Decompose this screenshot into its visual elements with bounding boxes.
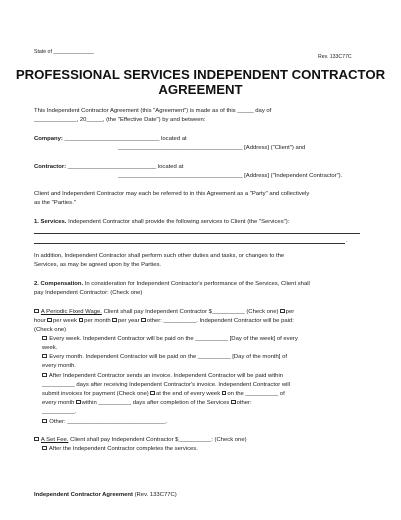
check-one-line: (Check one) xyxy=(34,327,67,333)
set-fee-option: A Set Fee. Client shall pay Independent Contractor $__________: (Check one) xyxy=(34,436,247,444)
every-month-checkbox[interactable] xyxy=(42,354,47,359)
other-period-checkbox[interactable] xyxy=(141,318,146,323)
other-option: Other: ______________________________. xyxy=(42,418,167,426)
contractor-address-line: ______________________________________ [Address] ("Independent Contractor"). xyxy=(118,173,343,179)
invoice-option: After Independent Contractor sends an invoice. Independent Contractor will be paid within xyxy=(42,372,283,380)
end-of-week-checkbox[interactable] xyxy=(150,391,155,396)
every-week-option: Every week. Independent Contractor will be paid on the __________ [Day of the week] of every xyxy=(42,335,298,343)
services-section-heading: 1. Services. Independent Contractor shall provide the following services to Client (the "Services"): xyxy=(34,219,290,225)
every-week-option-cont: week. xyxy=(42,345,58,351)
compensation-section-heading: 2. Compensation. In consideration for Independent Contractor's performance of the Services, Client shall xyxy=(34,281,310,287)
after-completion-checkbox[interactable] xyxy=(42,446,47,451)
invoice-option-cont: __________ days after receiving Independent Contractor's invoice. Independent Contractor will xyxy=(42,382,291,388)
invoice-option-cont: every month within __________ days after completion of the Services other: xyxy=(42,400,252,406)
intro-line: This Independent Contractor Agreement (this "Agreement") is made as of this _____ day of xyxy=(34,108,272,114)
services-blank-line xyxy=(34,233,360,234)
company-address-line: ______________________________________ [Address] ("Client") and xyxy=(118,145,306,151)
set-fee-checkbox[interactable] xyxy=(34,437,39,442)
invoice-option-cont: submit invoices for payment (Check one) at the end of every week on the __________ of xyxy=(42,391,285,397)
invoice-checkbox[interactable] xyxy=(42,373,47,378)
day-of-month-checkbox[interactable] xyxy=(222,391,227,396)
services-period: . xyxy=(346,238,348,244)
within-days-checkbox[interactable] xyxy=(76,400,81,405)
invoice-option-cont: __________. xyxy=(42,409,77,415)
wage-period-options: hour per week per month per year other: __________. Independent Contractor will be paid: xyxy=(34,318,294,324)
revision-label: Rev. 133C77C xyxy=(318,54,352,60)
company-label: Company: xyxy=(34,136,63,142)
contractor-label: Contractor: xyxy=(34,164,67,170)
services-addition-line: In addition, Independent Contractor shall perform such other duties and tasks, or changes to the xyxy=(34,253,285,259)
per-week-checkbox[interactable] xyxy=(47,318,52,323)
every-month-option: Every month. Independent Contractor will be paid on the __________ [Day of the month] of xyxy=(42,353,287,361)
document-title-line2: AGREEMENT xyxy=(158,82,243,97)
per-checkbox[interactable] xyxy=(280,309,285,314)
per-month-checkbox[interactable] xyxy=(79,318,84,323)
document-title-line1: PROFESSIONAL SERVICES INDEPENDENT CONTRACTOR xyxy=(15,67,386,82)
parties-line: Client and Independent Contractor may each be referred to in this Agreement as a "Party" and collectively xyxy=(34,191,310,197)
services-blank-line xyxy=(34,243,345,244)
intro-line: _____________, 20_____, (the "Effective Date") by and between: xyxy=(34,117,206,123)
every-week-checkbox[interactable] xyxy=(42,336,47,341)
compensation-intro-line: pay Independent Contractor: (Check one) xyxy=(34,290,143,296)
services-addition-line: Services, as may be agreed upon by the Parties. xyxy=(34,262,162,268)
periodic-wage-checkbox[interactable] xyxy=(34,309,39,314)
periodic-wage-option: A Periodic Fixed Wage. Client shall pay Independent Contractor $__________ (Check one) per xyxy=(34,308,294,316)
every-month-option-cont: every month. xyxy=(42,363,77,369)
parties-line: as the "Parties." xyxy=(34,200,76,206)
other-invoice-checkbox[interactable] xyxy=(231,400,236,405)
after-completion-option: After the Independent Contractor completes the services. xyxy=(42,445,198,453)
footer: Independent Contractor Agreement (Rev. 133C77C) xyxy=(34,492,177,498)
company-line: Company: _____________________________ located at xyxy=(34,136,187,142)
contractor-line: Contractor: ___________________________ located at xyxy=(34,164,184,170)
state-field: State of ______________ xyxy=(34,49,94,55)
other-checkbox[interactable] xyxy=(42,419,47,424)
per-year-checkbox[interactable] xyxy=(112,318,117,323)
